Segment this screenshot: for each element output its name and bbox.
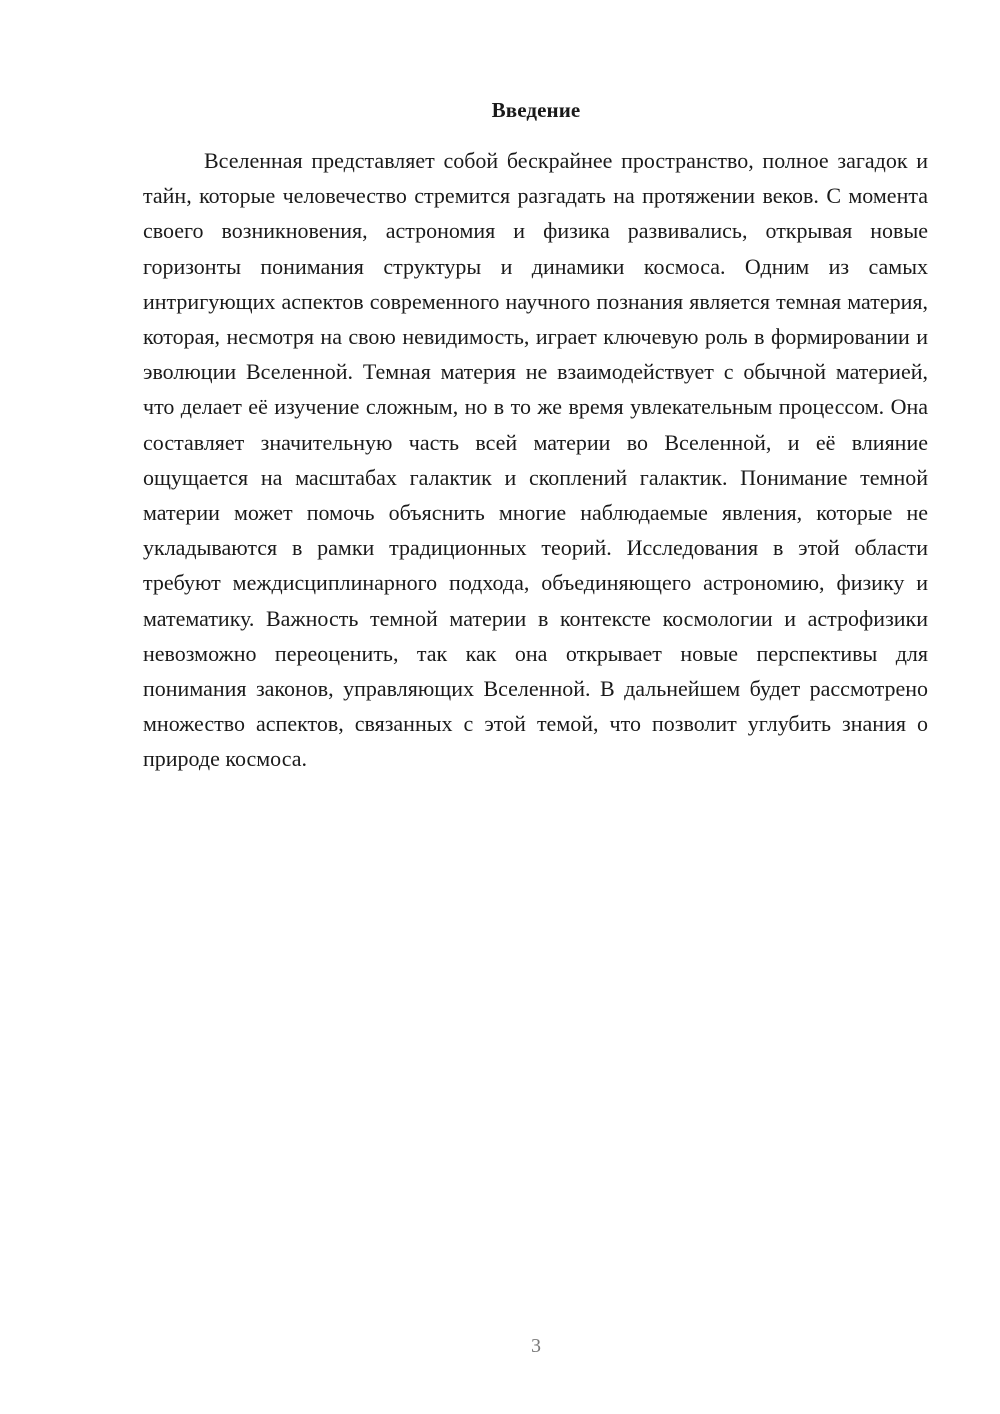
page-number: 3 xyxy=(531,1335,541,1357)
body-paragraph: Вселенная представляет собой бескрайнее пространство, полное загадок и тайн, которые человечество стремится разгадать на протяжении веков. С момента своего возникновения, астрономия и физика развивались, открывая новые горизонты понимания структуры и динамики космоса. Одним из самых интригующих аспектов современного научного познания является темная материя, которая, несмотря на свою невидимость, играет ключевую роль в формировании и эволюции Вселенной. Темная материя не взаимодействует с обычной материей, что делает её изучение сложным, но в то же время увлекательным процессом. Она составляет значительную часть всей материи во Вселенной, и её влияние ощущается на масштабах галактик и скоплений галактик. Понимание темной материи может помочь объяснить многие наблюдаемые явления, которые не укладываются в рамки традиционных теорий. Исследования в этой области требуют междисциплинарного подхода, объединяющего астрономию, физику и математику. Важность темной материи в контексте космологии и астрофизики невозможно переоценить, так как она открывает новые перспективы для понимания законов, управляющих Вселенной. В дальнейшем будет рассмотрено множество аспектов, связанных с этой темой, что позволит углубить знания о природе космоса. xyxy=(143,148,928,772)
section-heading: Введение xyxy=(491,98,581,122)
